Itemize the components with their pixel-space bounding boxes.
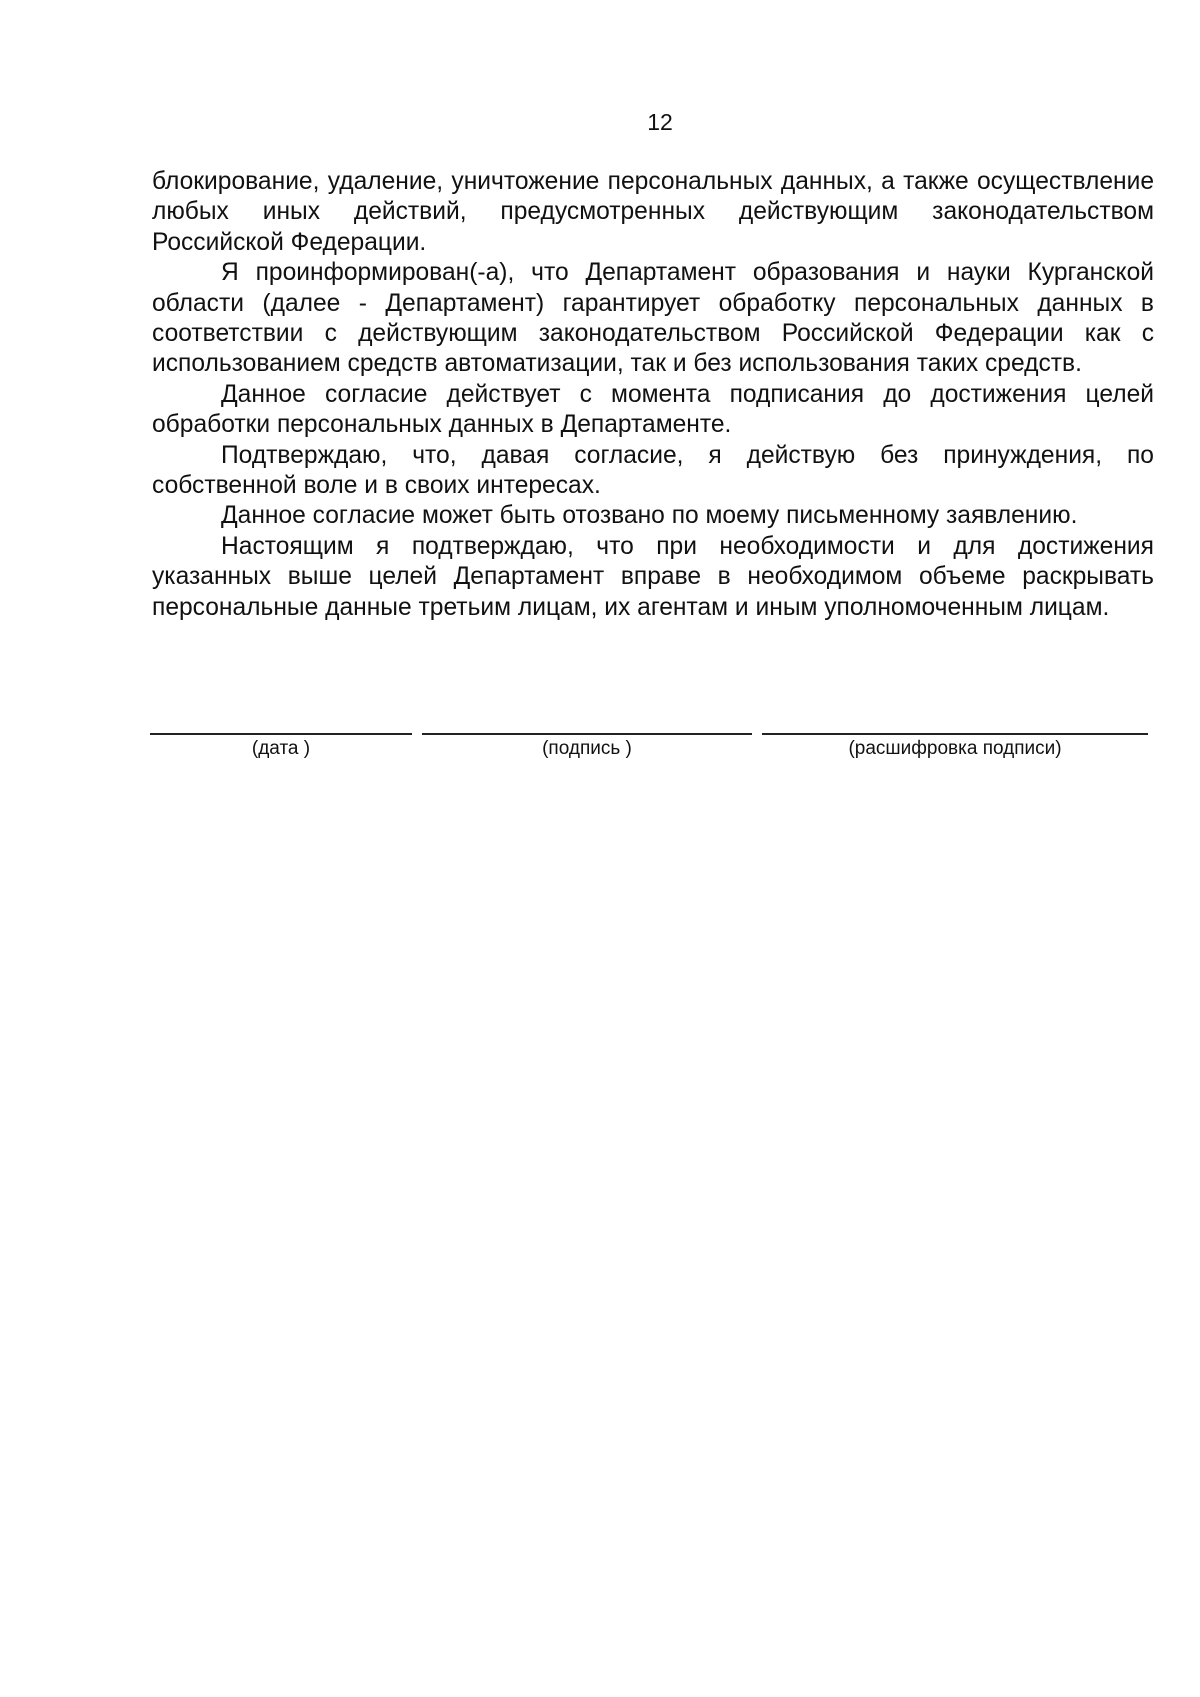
date-line (150, 733, 412, 735)
name-label: (расшифровка подписи) (848, 738, 1062, 759)
paragraph-5: Данное согласие может быть отозвано по моему письменному заявлению. (221, 502, 1078, 530)
paragraph-4: Подтверждаю, что, давая согласие, я действую без принуждения, по собственной воле и в своих интересах. (152, 441, 1154, 500)
signature-line (422, 733, 752, 735)
page-number: 12 (647, 109, 673, 135)
paragraph-3: Данное согласие действует с момента подписания до достижения целей обработки персональных данных в Департаменте. (152, 380, 1154, 439)
date-label: (дата ) (251, 738, 311, 759)
name-line (762, 733, 1148, 735)
paragraph-2: Я проинформирован(-а), что Департамент образования и науки Курганской области (далее - Департамент) гарантирует обработку персональных данных в соответствии с действующим законодательством Российской Федерации как с использованием средств автоматизации, так и без использования таких средств. (152, 259, 1154, 378)
paragraph-1: блокирование, удаление, уничтожение персональных данных, а также осуществление любых иных действий, предусмотренных действующим законодательством Российской Федерации. (152, 168, 1154, 256)
paragraph-6: Настоящим я подтверждаю, что при необходимости и для достижения указанных выше целей Департамент вправе в необходимом объеме раскрывать персональные данные третьим лицам, их агентам и иным уполномоченным лицам. (152, 532, 1154, 621)
signature-label: (подпись ) (542, 738, 632, 759)
consent-text (152, 167, 1154, 623)
